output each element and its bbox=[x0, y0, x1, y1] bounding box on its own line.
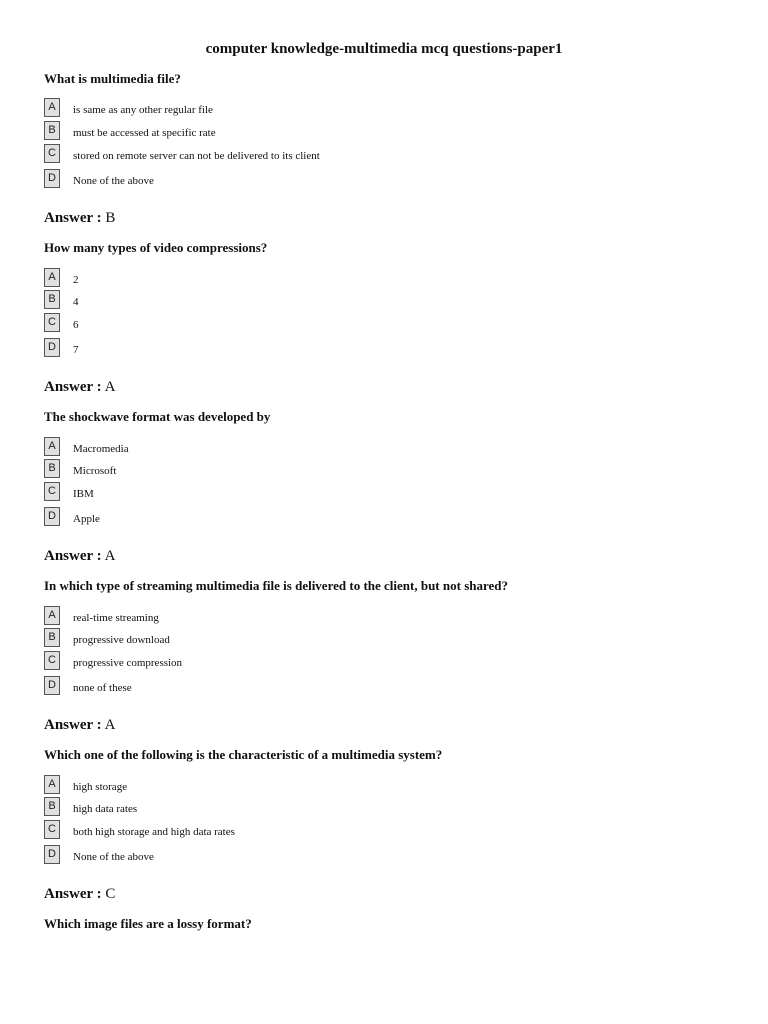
option-letter-badge: A bbox=[44, 606, 60, 625]
answer-label: Answer : bbox=[44, 886, 102, 902]
option-text: is same as any other regular file bbox=[73, 104, 213, 116]
option-text: 7 bbox=[73, 344, 79, 356]
option-letter-badge: B bbox=[44, 459, 60, 478]
option-text: Macromedia bbox=[73, 443, 129, 455]
option-letter-badge: D bbox=[44, 338, 60, 357]
option-text: none of these bbox=[73, 682, 132, 694]
option-letter-badge: D bbox=[44, 845, 60, 864]
answer-label: Answer : bbox=[44, 210, 102, 226]
option-text: 2 bbox=[73, 274, 79, 286]
answer-3 bbox=[44, 548, 115, 565]
answer-5 bbox=[44, 886, 115, 903]
answer-label: Answer : bbox=[44, 717, 102, 733]
option-letter-badge: A bbox=[44, 775, 60, 794]
option-text: None of the above bbox=[73, 851, 154, 863]
option-text: Microsoft bbox=[73, 465, 117, 477]
option-text: progressive compression bbox=[73, 657, 183, 669]
option-letter-badge: A bbox=[44, 268, 60, 287]
answer-2 bbox=[44, 379, 115, 396]
option-text: stored on remote server can not be delivered to its client bbox=[73, 150, 320, 162]
option-letter-badge: C bbox=[44, 820, 60, 839]
option-letter-badge: D bbox=[44, 676, 60, 695]
question-6-text: Which image files are a lossy format? bbox=[44, 916, 252, 931]
option-text: None of the above bbox=[73, 175, 154, 187]
option-letter-badge: C bbox=[44, 313, 60, 332]
option-letter-badge: B bbox=[44, 797, 60, 816]
option-text: must be accessed at specific rate bbox=[73, 127, 216, 139]
option-text: progressive download bbox=[73, 634, 170, 646]
question-1-text: What is multimedia file? bbox=[44, 71, 181, 86]
answer-value: C bbox=[105, 886, 116, 902]
answer-label: Answer : bbox=[44, 379, 102, 395]
option-text: Apple bbox=[73, 513, 100, 525]
option-letter-badge: A bbox=[44, 437, 60, 456]
answer-label: Answer : bbox=[44, 548, 102, 564]
question-3-text: The shockwave format was developed by bbox=[44, 409, 271, 424]
question-4-text: In which type of streaming multimedia file is delivered to the client, but not shared? bbox=[44, 578, 509, 593]
option-letter-badge: B bbox=[44, 121, 60, 140]
answer-value: A bbox=[104, 379, 116, 395]
question-5-text: Which one of the following is the characteristic of a multimedia system? bbox=[44, 747, 443, 762]
option-letter-badge: A bbox=[44, 98, 60, 117]
option-letter-badge: B bbox=[44, 628, 60, 647]
answer-4 bbox=[44, 717, 115, 734]
option-text: high storage bbox=[73, 781, 128, 793]
answer-1 bbox=[44, 210, 115, 227]
question-2-text: How many types of video compressions? bbox=[44, 240, 268, 255]
option-text: 4 bbox=[73, 296, 79, 308]
option-letter-badge: C bbox=[44, 144, 60, 163]
option-letter-badge: D bbox=[44, 169, 60, 188]
option-text: 6 bbox=[73, 319, 79, 331]
option-text: real-time streaming bbox=[73, 612, 159, 624]
option-letter-badge: C bbox=[44, 651, 60, 670]
page-title: computer knowledge-multimedia mcq questions-paper1 bbox=[205, 41, 563, 57]
option-text: IBM bbox=[73, 488, 94, 500]
answer-value: B bbox=[105, 210, 116, 226]
option-letter-badge: D bbox=[44, 507, 60, 526]
answer-value: A bbox=[104, 717, 116, 733]
option-text: both high storage and high data rates bbox=[73, 826, 235, 838]
option-letter-badge: C bbox=[44, 482, 60, 501]
option-text: high data rates bbox=[73, 803, 138, 815]
answer-value: A bbox=[104, 548, 116, 564]
option-letter-badge: B bbox=[44, 290, 60, 309]
